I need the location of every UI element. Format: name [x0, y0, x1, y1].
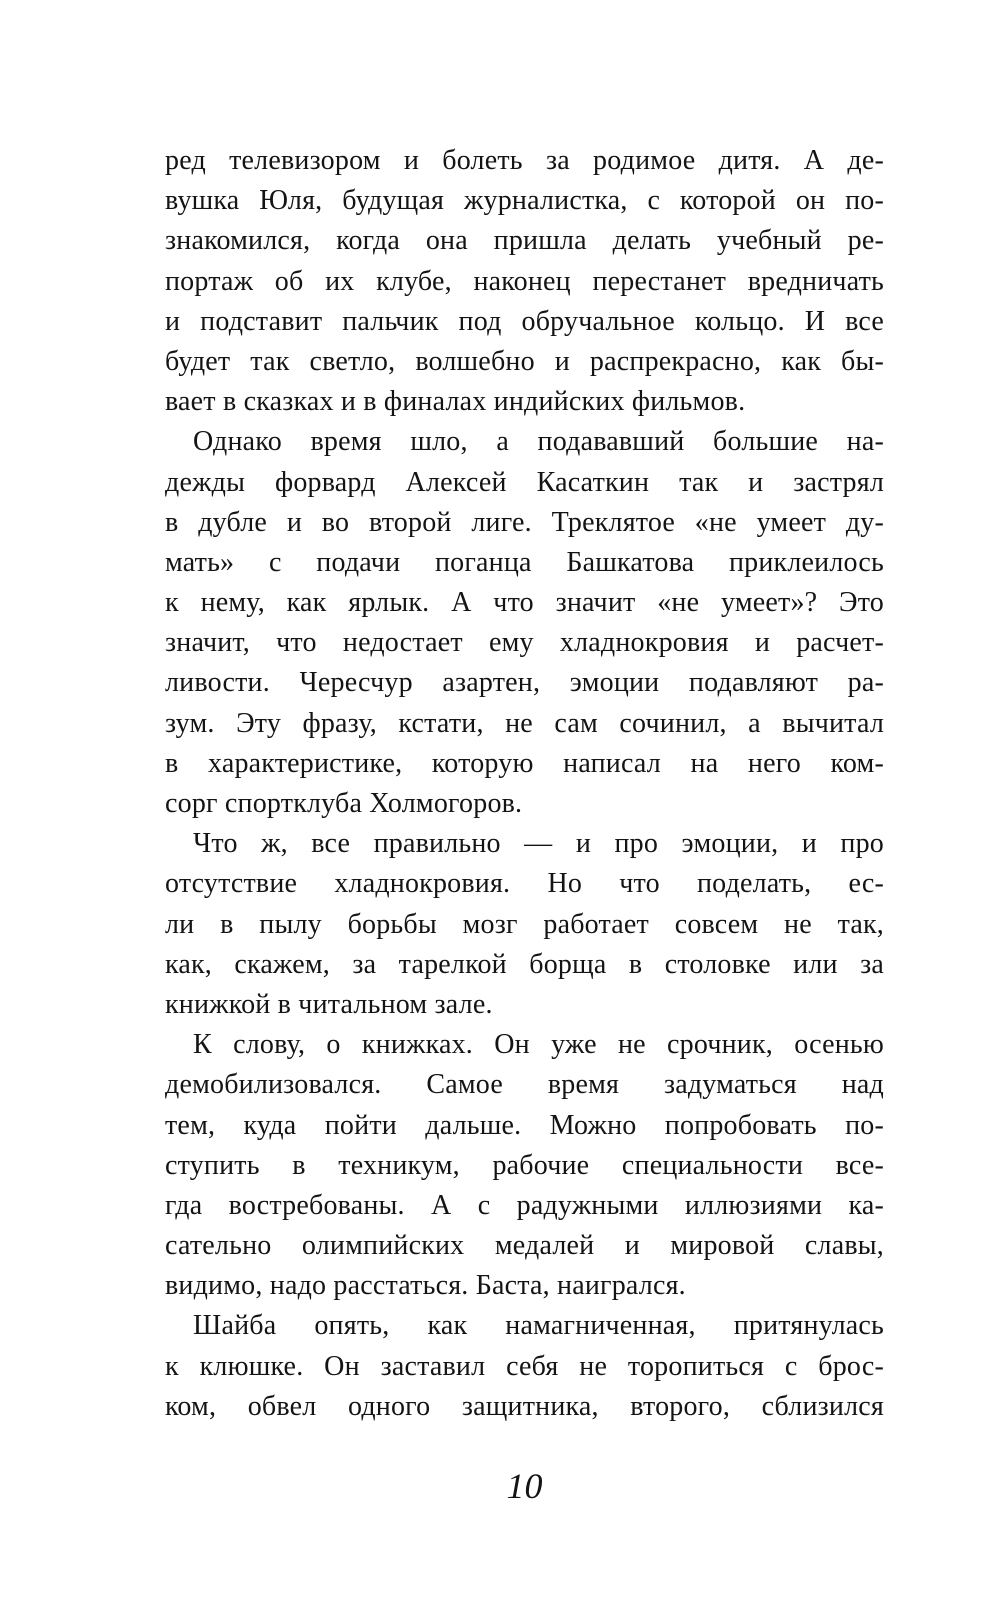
text-block: [165, 141, 884, 1427]
text-line: будет так светло, волшебно и распрекрасно, как бы-: [165, 345, 884, 377]
text-line: ком, обвел одного защитника, второго, сблизился: [165, 1390, 884, 1422]
text-line: дежды форвард Алексей Касаткин так и застрял: [165, 466, 884, 498]
text-line: к нему, как ярлык. А что значит «не умеет»? Это: [165, 587, 884, 619]
text-line: К слову, о книжках. Он уже не срочник, осенью: [193, 1029, 884, 1061]
text-line: демобилизовался. Самое время задуматься над: [165, 1069, 884, 1101]
text-line: как, скажем, за тарелкой борща в столовке или за: [165, 948, 884, 980]
text-line: вает в сказках и в финалах индийских фильмов.: [165, 386, 746, 418]
text-line: вушка Юля, будущая журналистка, с которой он по-: [165, 185, 884, 217]
paragraph: [165, 824, 884, 1025]
text-line: и подставит пальчик под обручальное кольцо. И все: [165, 305, 884, 337]
text-line: знакомился, когда она пришла делать учебный ре-: [165, 225, 884, 257]
paragraph: [165, 422, 884, 824]
text-line: ливости. Чересчур азартен, эмоции подавляют ра-: [165, 667, 884, 699]
text-line: Шайба опять, как намагниченная, притянулась: [193, 1310, 884, 1342]
text-line: к клюшке. Он заставил себя не торопиться с брос-: [165, 1350, 884, 1382]
text-line: в характеристике, которую написал на него ком-: [165, 747, 884, 779]
text-line: Однако время шло, а подававший большие на-: [193, 426, 884, 458]
text-line: значит, что недостает ему хладнокровия и расчет-: [165, 627, 884, 659]
text-line: Что ж, все правильно — и про эмоции, и про: [193, 828, 884, 860]
text-line: зум. Эту фразу, кстати, не сам сочинил, а вычитал: [165, 707, 884, 739]
paragraph: [165, 1306, 884, 1427]
text-line: гда востребованы. А с радужными иллюзиями ка-: [165, 1189, 884, 1221]
paragraph: [165, 141, 884, 422]
paragraph: [165, 1025, 884, 1306]
text-line: ред телевизором и болеть за родимое дитя. А де-: [165, 145, 884, 176]
text-line: в дубле и во второй лиге. Треклятое «не умеет ду-: [165, 506, 884, 538]
text-line: книжкой в читальном зале.: [165, 988, 493, 1020]
text-line: отсутствие хладнокровия. Но что поделать, ес-: [165, 868, 884, 900]
text-line: видимо, надо расстаться. Баста, наигрался.: [165, 1270, 686, 1302]
text-line: ли в пылу борьбы мозг работает совсем не так,: [165, 908, 884, 940]
text-line: портаж об их клубе, наконец перестанет вредничать: [165, 265, 884, 297]
text-line: мать» с подачи поганца Башкатова приклеилось: [165, 546, 884, 578]
text-line: ступить в техникум, рабочие специальности все-: [165, 1149, 884, 1181]
text-line: тем, куда пойти дальше. Можно попробовать по-: [165, 1109, 884, 1141]
page-number: 10: [506, 1466, 543, 1506]
text-line: сательно олимпийских медалей и мировой славы,: [165, 1230, 884, 1262]
text-line: сорг спортклуба Холмогоров.: [165, 788, 523, 819]
